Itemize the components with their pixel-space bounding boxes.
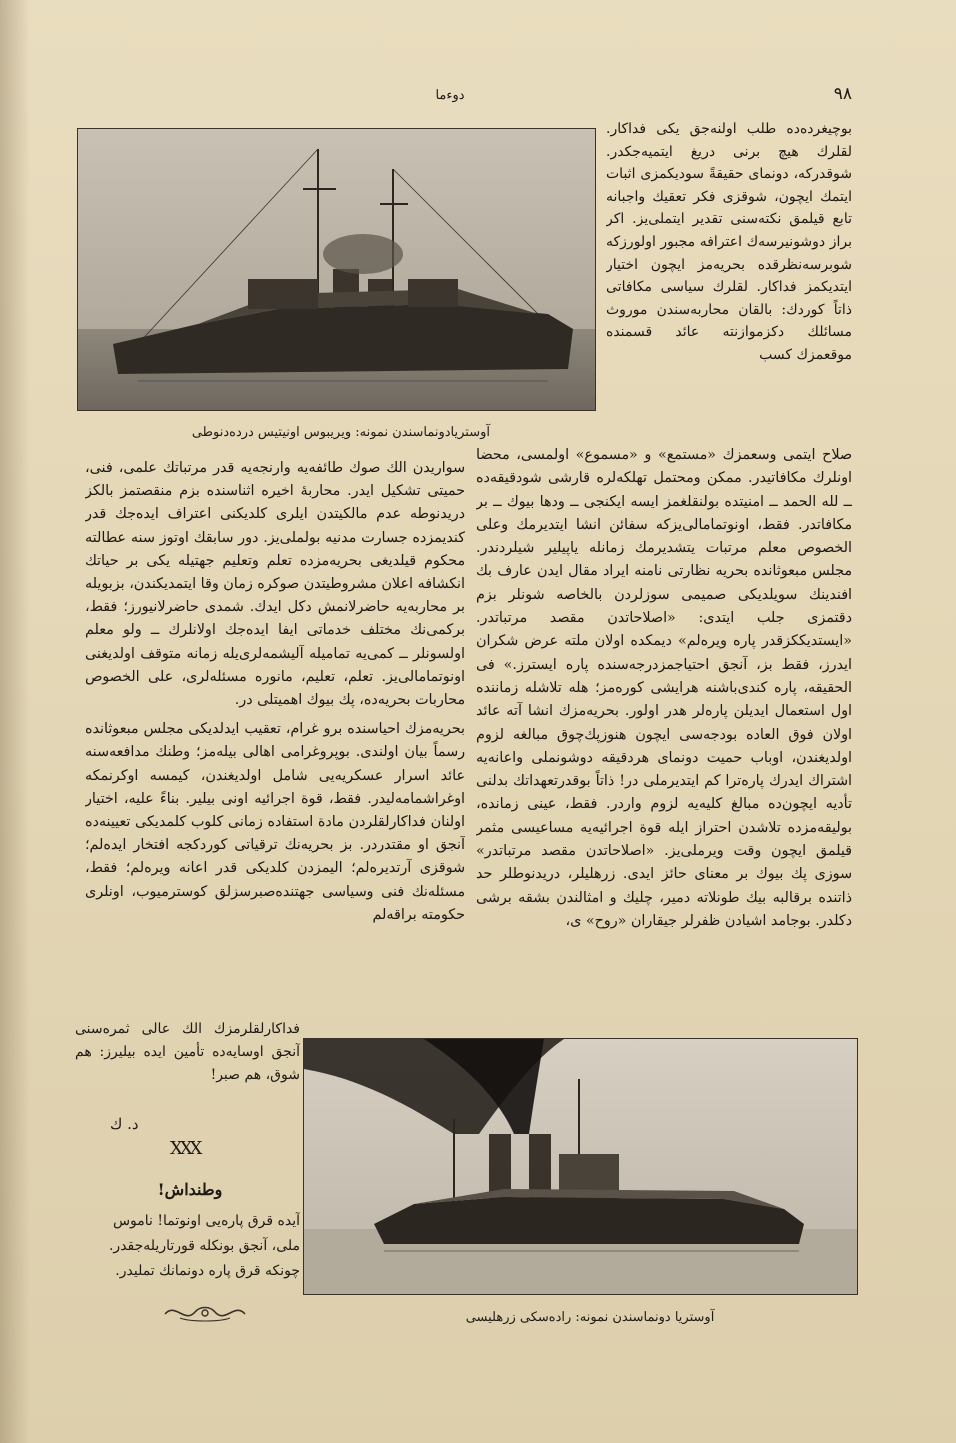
battleship-photo-top — [77, 128, 596, 411]
poem-block — [80, 1178, 300, 1308]
right-column-text: صلاح ایتمی وسعمزك «مستمع» و «مسموع» اولمسی، محضا اونلرك مکافاتیدر. ممکن ومحتمل تهلکەلرە قارشی شودقیقەدە ــ لله الحمد ــ امنیتدە بولنقلغمز ایسە ایکنجی ــ ودها بیوك ــ بر مکافاتدر. فقط، اونوتمامالی‌یزکه سفائن انشا ایتدیرمك وعلی الخصوص معلم مرتبات یتشدیرمك زمانلە یاپیلیر شیلردندر. مجلس مبعوثاندە بحریە نظارتی نامنه ایراد مقال ایدن عارف بك افندینك سویلدیکی صمیمی سوزلردن بالخاصە شونلر بزم دقتمزی جلب ایتدی: «اصلاحاتدن مقصد مرتباتدر. «ایستدیککزقدر پارە ویرەلم» دیمکدە اولان ملتە عرض شکران ایدرز، فقط بز، آنجق احتیاجمزدرجەسندە پارە ایسترز.» فی الحقیقە، پارە کندی‌باشنه هرایشی کورەمز؛ هله تلاشله زماننده اول استعمال ایدیلن پارەلر هدر اولور. بحریەمزك انشا آته عائد اولان فوق العادە بودجەسی ایچون هنوزپك‌چوق مبالغە لزوم اولدیغندن، اوباب حمیت دونمای هردقیقە دوشونملی واعانەیه اشتراك ایدرك پارەترا کم ایتدیرملی در! ذاتاً بوقدرتعهداتك بدلنی تأدیە ایچون‌دە مبالغ کلیەیه لزوم واردر. فقط، عینی زمانده، بولیقەمزدە تلاشدن احتراز ایلە قوة اجرائیەیە مساعیسی مثمر قیلمق ایچون وقت ویرملی‌یز. «اصلاحاتدن مقصد مرتباتدر» سوزی پك بیوك بر معنای حائز ایدی. زرهلیلر، دریدنوطلر حد ذاتنده برقالبه بیك طونلاته دمیر، چلیك و امثالندن بشقە برشی دکلدر. بوجامد اشیادن ظفرلر جیقاران «روح» ی، — [476, 447, 852, 929]
left-column-text-2: بحریەمزك احیاسندە برو غرام، تعقیب ایدلدیکی مجلس مبعوثاندە رسماً بیان اولندی. بوپروغرامی اهالی بیلەمز؛ وطنك مدافعەسنه عائد اسرار عسکریەیی شامل اولدیغندن، کیمسە اوکرنمکه اوغراشمامەلیدر. فقط، قوة اجرائیە اونی بیلیر. بناءً علیه، اختیار اولنان فداکارلقلردن مادة استفادە زمانی کلوب کلمدیکی تعیینەدە آنجق او مقتدردر. بز بحریەنك ترقیاتی کوردکجه افتخار ایدەلم؛ شوقزی آرتدیرەلم؛ الیمزدن کلدیکی قدر اعانە ویرەلم؛ فقط، مسئلەنك فنی وسیاسی جهتندەصبرسزلق کوسترمیوب، اونلری حکومته براقەلم — [85, 721, 465, 923]
poem-line-2: ملی، آنجق بونکلە قورتاریلەجقدر. — [108, 1238, 300, 1254]
battleship-illustration-top — [78, 129, 595, 410]
signature: د. ك — [110, 1115, 139, 1133]
left-column-text-1: سواریدن الك صوك طائفەیه وارنجەیه قدر مرتباتك علمی، فنی، حمیتی تشکیل ایدر. محاربۀ اخیرە اثناسنده بزم منقصتمز بالکز دریدنوطه عدم مالکیتدن ایلری کلدیکنی اعتراف ایدەجك قدر کندیمزدە جسارت مدنیە بولملی‌یز. دور سابقك اوتوز سنه عطالته محکوم قیلدیغی بحریەمزدە تعلم وتعلیم جهتیله یکی بر حیاتك انکشافه اعلان مشروطیتدن صوکرە زمان وقا ایتمدیکندن، بزبویله بر محاربەیه حاضرلانمش دکل ایدك. شمدی حاضرلانیورز؛ فقط، برکمی‌نك مختلف خدماتی ایفا ایدەجك اولانلرك ــ ولو معلم اولسونلر ــ کمی‌یه تمامیله آلیشمەلری‌یله زمانه متوقف اولدیغنی اونوتمامالی‌یز. تعلم، تعلیم، مانورە مسئلەلری، علی الخصوص محاربات بحریەدە، پك بیوك اهمیتلی در. — [85, 460, 465, 709]
poem-title: وطنداش! — [157, 1180, 223, 1199]
poem-line-1: آیدە قرق پارەیی اونوتما! ناموس — [112, 1213, 300, 1229]
top-right-paragraph-text: بوچیغردەدە طلب اولنەجق یکی فداکار. لقلرك هیچ برنی دریغ ایتمیەجکدر. شوقدرکە، دونمای حقیقةً سودیکمزی اثبات ایتمك ایچون، شوقزی فکر تعقیك واجبانه تابع قیلمق نکتەسنی تقدیر ایتملی‌یز. اکر براز دوشونیرسەك اعترافه مجبور اولورزکه شوبرسەنظرقدە بحریەمز ایچون اختیار ایتدیکمز فداکار. لقلرك سیاسی مکافاتی ذاتاً کوردك: بالقان محاربەسندن موروث مسائلك دکزموازنته عائد قسمنده موقعمزك کسب — [606, 121, 852, 363]
left-column — [85, 457, 465, 1015]
running-title: دوءما — [435, 88, 465, 103]
decorative-flourish-icon — [160, 1300, 250, 1326]
page-edge-shadow — [0, 0, 30, 1443]
battleship-illustration-bottom — [304, 1039, 857, 1294]
battleship-photo-bottom — [303, 1038, 858, 1295]
poem-line-3: چونکە قرق پارە دونمانك تملیدر. — [115, 1263, 300, 1279]
ornament-stars: XXX — [170, 1138, 200, 1159]
right-column — [476, 444, 852, 1040]
photo-top-caption: آوستریادونماسندن نمونە: ویریبوس اونیتیس دردەدنوطی — [191, 425, 490, 440]
left-column-tail — [75, 1018, 300, 1090]
left-column-tail-text: فداکارلقلرمزك الك عالی ثمرەسنی آنجق اوسایەدە تأمین ایدە بیلیرز: هم شوق، هم صبر! — [75, 1021, 300, 1083]
photo-bottom-caption: آوستریا دونماسندن نمونە: رادەسکی زرهلیسی — [465, 1310, 715, 1325]
top-right-paragraph — [606, 118, 852, 440]
page-number: ٩٨ — [833, 84, 852, 104]
